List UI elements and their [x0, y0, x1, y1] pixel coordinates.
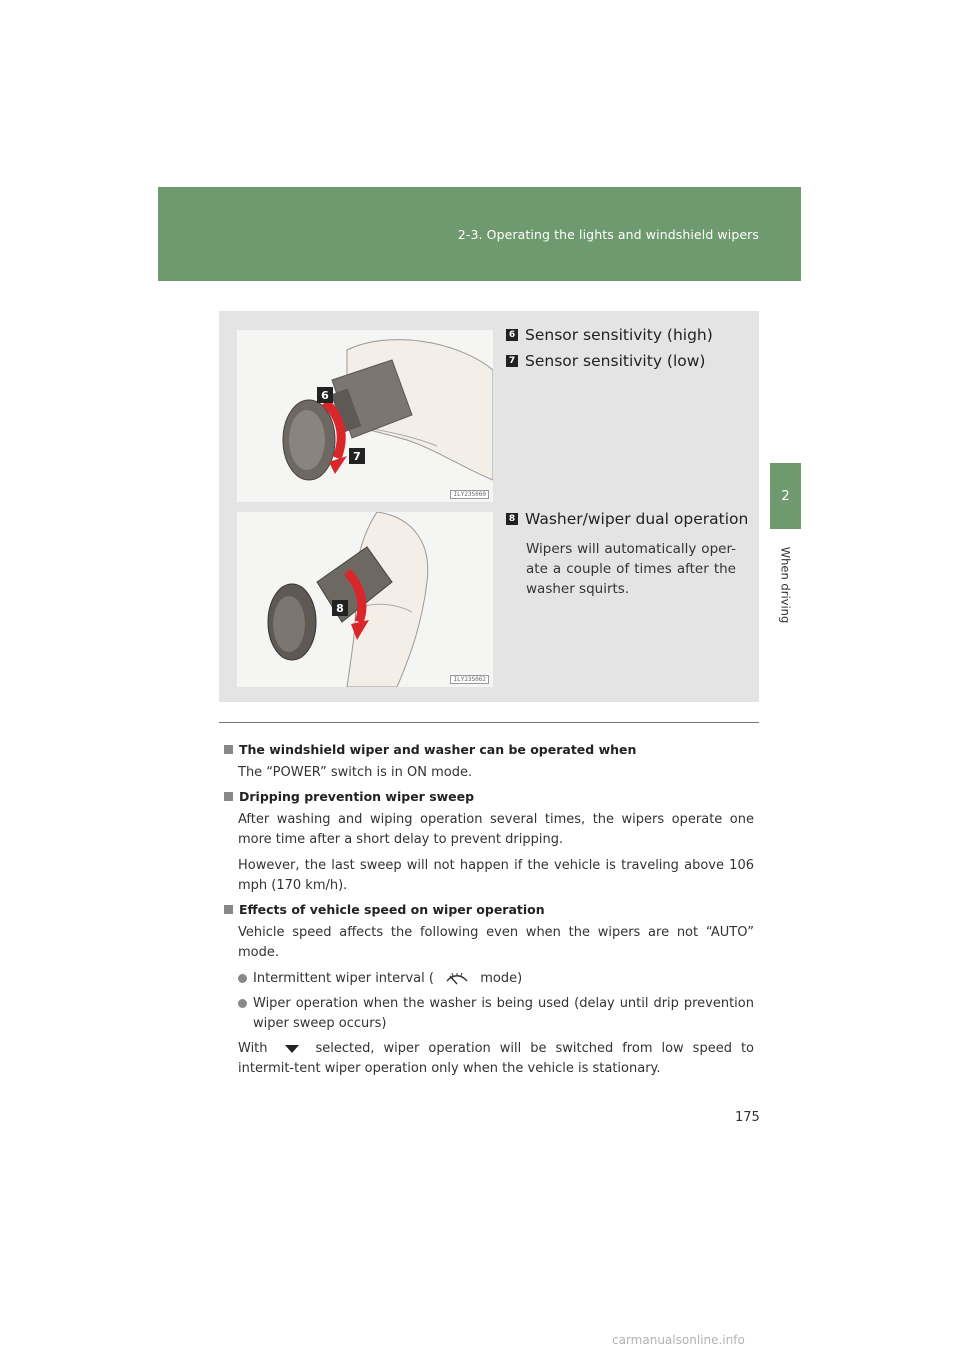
legend-number: 6 [506, 329, 518, 341]
down-triangle-icon [283, 1044, 301, 1054]
divider [219, 722, 759, 723]
legend-label: Sensor sensitivity (low) [525, 352, 706, 370]
callout-8: 8 [336, 602, 344, 615]
legend-item-8 [506, 510, 748, 528]
list-item: Wiper operation when the washer is being used (delay until drip prevention wiper sweep occurs) [238, 994, 754, 1034]
chapter-number: 2 [781, 488, 790, 504]
square-bullet-icon [224, 905, 233, 914]
note-text: The “POWER” switch is in ON mode. [238, 765, 473, 780]
image-code: ILY23S062 [450, 675, 489, 684]
chapter-tab [770, 463, 801, 529]
figure-panel [219, 311, 759, 702]
list-item: Intermittent wiper interval ( mode) [238, 969, 754, 989]
header-band [158, 187, 801, 281]
note-text: Vehicle speed affects the following even when the wipers are not “AUTO” mode. [238, 925, 754, 960]
page-number: 175 [735, 1110, 760, 1125]
washer-dual-photo [237, 512, 493, 687]
legend-number: 8 [506, 513, 518, 525]
section-title: 2-3. Operating the lights and windshield wipers [457, 227, 759, 242]
intermittent-wiper-icon [444, 972, 470, 986]
image-code: ILY23S060 [450, 490, 489, 499]
note-text: However, the last sweep will not happen if the vehicle is traveling above 106 mph (170 km/h). [238, 858, 754, 893]
callout-6: 6 [321, 389, 329, 402]
legend-item-7 [506, 352, 705, 370]
round-bullet-icon [238, 999, 247, 1008]
legend-description: Wipers will automatically oper-ate a couple of times after the washer squirts. [526, 541, 736, 597]
chapter-label: When driving [778, 546, 792, 624]
legend-label: Washer/wiper dual operation [525, 510, 749, 528]
legend-item-6 [506, 326, 713, 344]
round-bullet-icon [238, 974, 247, 983]
legend-label: Sensor sensitivity (high) [525, 326, 713, 344]
note-heading: The windshield wiper and washer can be operated when [224, 742, 754, 757]
note-text: After washing and wiping operation several times, the wipers operate one more time after a short delay to prevent dripping. [238, 812, 754, 847]
watermark: carmanualsonline.info [612, 1333, 745, 1347]
square-bullet-icon [224, 792, 233, 801]
note-heading: Dripping prevention wiper sweep [224, 789, 754, 804]
note-text: With selected, wiper operation will be switched from low speed to intermit-tent wiper operation only when the vehicle is stationary. [238, 1041, 754, 1076]
notes-section [224, 742, 754, 1085]
sensor-sensitivity-photo [237, 330, 493, 502]
callout-7: 7 [353, 450, 361, 463]
square-bullet-icon [224, 745, 233, 754]
legend-number: 7 [506, 355, 518, 367]
note-heading: Effects of vehicle speed on wiper operation [224, 902, 754, 917]
